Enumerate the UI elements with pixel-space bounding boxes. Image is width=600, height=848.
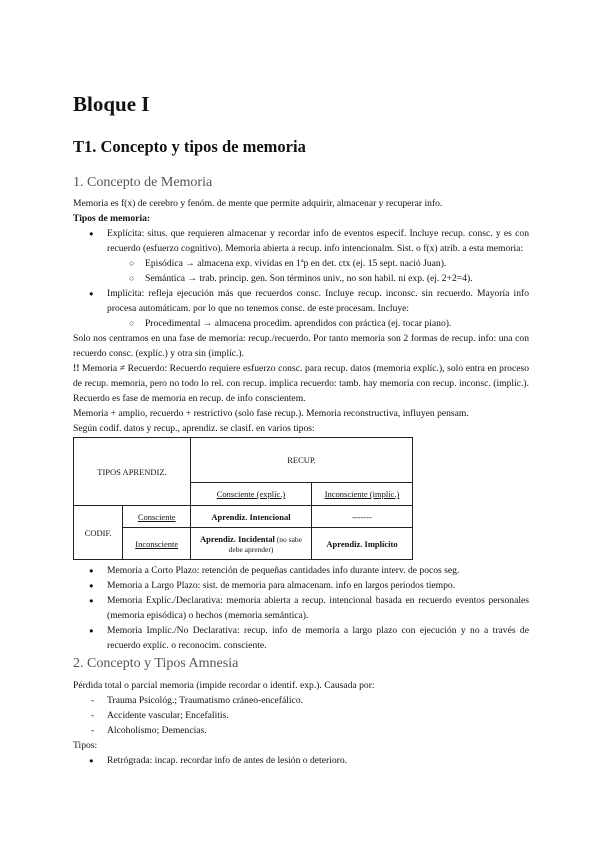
learning-types-table (73, 437, 413, 560)
amnesia-causes-list (73, 693, 529, 738)
table-row-inconsciente: Inconsciente (123, 528, 191, 560)
amnesia-types-list (73, 753, 529, 768)
list-item: ○ Episódica → almacena exp. vividas en 1ªp en det. ctx (ej. 15 sept. nació Juan). (73, 256, 529, 271)
list-item: ● Memoria Explíc./Declarativa: memoria abierta a recup. intencional basada en recuerdo eventos personales (memoria episódica) o hechos (memoria semántica). (73, 593, 529, 623)
table-row-header-codif: CODIF. (74, 506, 123, 560)
list-item: - Accidente vascular; Encefalitis. (73, 708, 529, 723)
table-cell: Aprendiz. Implícito (312, 528, 413, 560)
table-col-consciente: Consciente (explíc.) (191, 483, 312, 506)
table-cell: Aprendiz. Incidental (no sabe debe aprender) (191, 528, 312, 560)
list-item: ○ Procedimental → almacena procedim. aprendidos con práctica (ej. tocar piano). (73, 316, 529, 331)
block-heading: Bloque I (73, 92, 150, 116)
section-memory-concept (73, 175, 529, 653)
memory-kinds-list (73, 563, 529, 653)
memory-vs-recall-paragraph: !! Memoria ≠ Recuerdo: Recuerdo requiere esfuerzo consc. para recup. datos (memoria explíc.), solo entra en proceso de recup. memoria, pero no todo lo rel. con recup. implica recuerdo: tamb. hay memoria con recup. inconsc. (implíc.). Recuerdo es fase de memoria en recup. de info conscientem. (73, 363, 529, 404)
amnesia-definition: Pérdida total o parcial memoria (impide recordar o identif. exp.). Causada por: (73, 680, 375, 691)
memory-types-label: Tipos de memoria: (73, 213, 151, 224)
table-header-tipos: TIPOS APRENDIZ. (74, 438, 191, 506)
section2-title: 2. Concepto y Tipos Amnesia (73, 656, 239, 671)
memory-types-list (73, 226, 529, 331)
list-item: ● Memoria a Largo Plazo: sist. de memoria para almacenam. info en largos periodos tiempo. (73, 578, 529, 593)
table-col-inconsciente: Inconsciente (implíc.) (312, 483, 413, 506)
recall-paragraph: Solo nos centramos en una fase de memoria: recup./recuerdo. Por tanto memoria son 2 formas de recup. info: una con recuerdo consc. (explíc.) y otra sin (implíc.). (73, 333, 529, 359)
list-item: ● Explícita: situs. que requieren almacenar y recordar info de eventos especif. Incluye recup. consc. y es con recuerdo (esfuerzo cognitivo). Memoria abierta a recup. info intencionalm. Sist. o f(x) atrib. a esta memoria: (73, 226, 529, 256)
list-item: - Alcoholismo; Demencias. (73, 723, 529, 738)
list-item: ● Retrógrada: incap. recordar info de antes de lesión o deterioro. (73, 753, 529, 768)
list-item: ● Implícita: refleja ejecución más que recuerdos consc. Incluye recup. inconsc. sin recuerdo. Mayoría info procesa automáticam. por lo que no tenemos consc. de este procesam. Incluye: (73, 286, 529, 316)
table-row-consciente: Consciente (123, 506, 191, 528)
section1-title: 1. Concepto de Memoria (73, 175, 213, 190)
amnesia-types-label: Tipos: (73, 740, 98, 751)
list-item: ● Memoria a Corto Plazo: retención de pequeñas cantidades info durante interv. de pocos seg. (73, 563, 529, 578)
list-item: ● Memoria Implíc./No Declarativa: recup. info de memoria a largo plazo con ejecución y no a través de recuerdo explíc. o reconocim. consciente. (73, 623, 529, 653)
section-amnesia (73, 656, 529, 768)
learning-types-intro: Según codif. datos y recup., aprendiz. se clasif. en varios tipos: (73, 423, 315, 434)
list-item: - Trauma Psicológ.; Traumatismo cráneo-encefálico. (73, 693, 529, 708)
memory-scope-paragraph: Memoria + amplio, recuerdo + restrictivo (solo fase recup.). Memoria reconstructiva, influyen pensam. (73, 408, 469, 419)
table-cell: Aprendiz. Intencional (191, 506, 312, 528)
table-header-recup: RECUP. (191, 438, 413, 483)
warning-mark: !! (73, 363, 80, 374)
table-cell: ------- (312, 506, 413, 528)
list-item: ○ Semántica → trab. princip. gen. Son términos univ., no son habil. ni exp. (ej. 2+2=4). (73, 271, 529, 286)
topic-heading: T1. Concepto y tipos de memoria (73, 137, 306, 156)
memory-definition: Memoria es f(x) de cerebro y fenóm. de mente que permite adquirir, almacenar y recuperar info. (73, 198, 443, 209)
